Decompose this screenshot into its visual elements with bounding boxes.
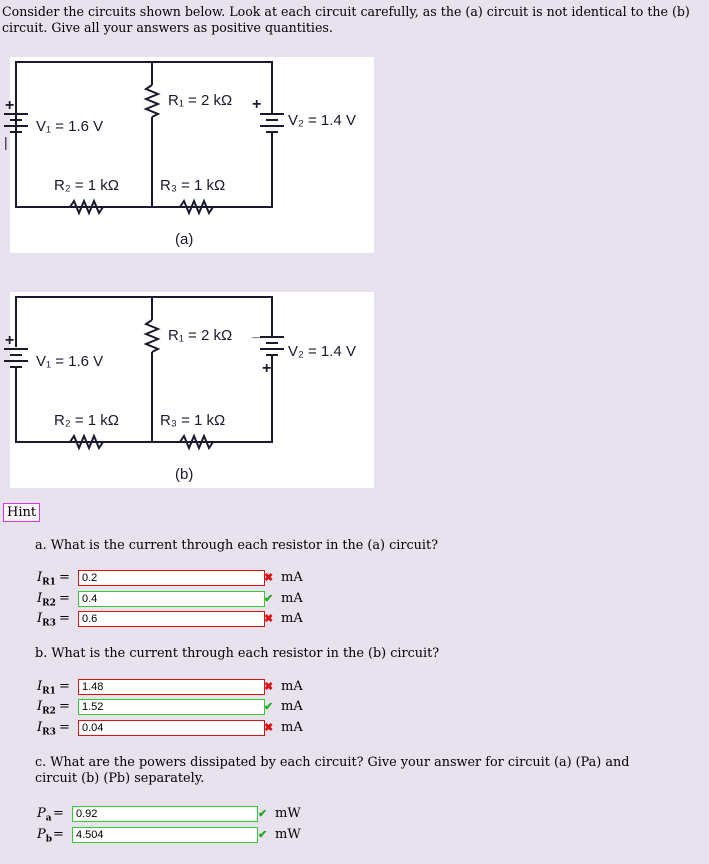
current-r2-b-input[interactable]: 1.52 (78, 699, 265, 715)
cross-icon: ✖ (264, 571, 274, 584)
circuit-a-v1-label: V₁ = 1.6 V (36, 118, 104, 135)
question-b: b. What is the current through each resistor in the (b) circuit? (35, 646, 440, 661)
circuit-a-v2-label: V₂ = 1.4 V (288, 112, 356, 129)
svg-text:|: | (4, 134, 8, 150)
svg-text:+: + (5, 97, 15, 114)
cross-icon: ✖ (264, 612, 274, 625)
question-a: a. What is the current through each resistor in the (a) circuit? (35, 538, 438, 553)
current-r2-a-input[interactable]: 0.4 (78, 591, 265, 607)
check-icon: ✔ (264, 592, 274, 605)
current-r1-b-input[interactable]: 1.48 (78, 679, 265, 695)
power-b-input[interactable]: 4.504 (72, 827, 258, 843)
current-r3-b-input[interactable]: 0.04 (78, 720, 265, 736)
svg-text:+: + (262, 360, 272, 377)
circuit-b-r3-label: R₃ = 1 kΩ (160, 412, 226, 429)
circuit-b-v1-label: V₁ = 1.6 V (36, 353, 104, 370)
problem-statement: Consider the circuits shown below. Look at each circuit carefully, as the (a) circuit is not identical to the (b) circuit. Give all your answers as positive quantities. (2, 4, 690, 35)
cross-icon: ✖ (264, 721, 274, 734)
hint-button[interactable]: Hint (3, 503, 40, 522)
circuit-b-figure (5, 292, 374, 488)
circuit-b-r1-label: R₁ = 2 kΩ (168, 327, 233, 344)
circuit-a-caption: (a) (175, 231, 194, 248)
circuit-b-r2-label: R₂ = 1 kΩ (54, 412, 119, 429)
current-r3-a-input[interactable]: 0.6 (78, 611, 265, 627)
question-c: c. What are the powers dissipated by each circuit? Give your answer for circuit (a) (Pa) and circuit (b) (Pb) separately. (35, 755, 630, 786)
check-icon: ✔ (264, 700, 274, 713)
svg-text:+: + (5, 332, 15, 349)
circuit-a-figure (4, 57, 374, 253)
circuit-a-r2-label: R₂ = 1 kΩ (54, 177, 119, 194)
check-icon: ✔ (258, 807, 268, 820)
circuit-b-caption: (b) (175, 466, 194, 483)
svg-text:_: _ (252, 323, 261, 340)
check-icon: ✔ (258, 828, 268, 841)
circuit-a-r3-label: R₃ = 1 kΩ (160, 177, 226, 194)
cross-icon: ✖ (264, 680, 274, 693)
circuit-b-v2-label: V₂ = 1.4 V (288, 343, 356, 360)
circuit-a-r1-label: R₁ = 2 kΩ (168, 92, 233, 109)
current-r1-a-input[interactable]: 0.2 (78, 570, 265, 586)
svg-text:+: + (252, 96, 262, 113)
power-a-input[interactable]: 0.92 (72, 806, 258, 822)
